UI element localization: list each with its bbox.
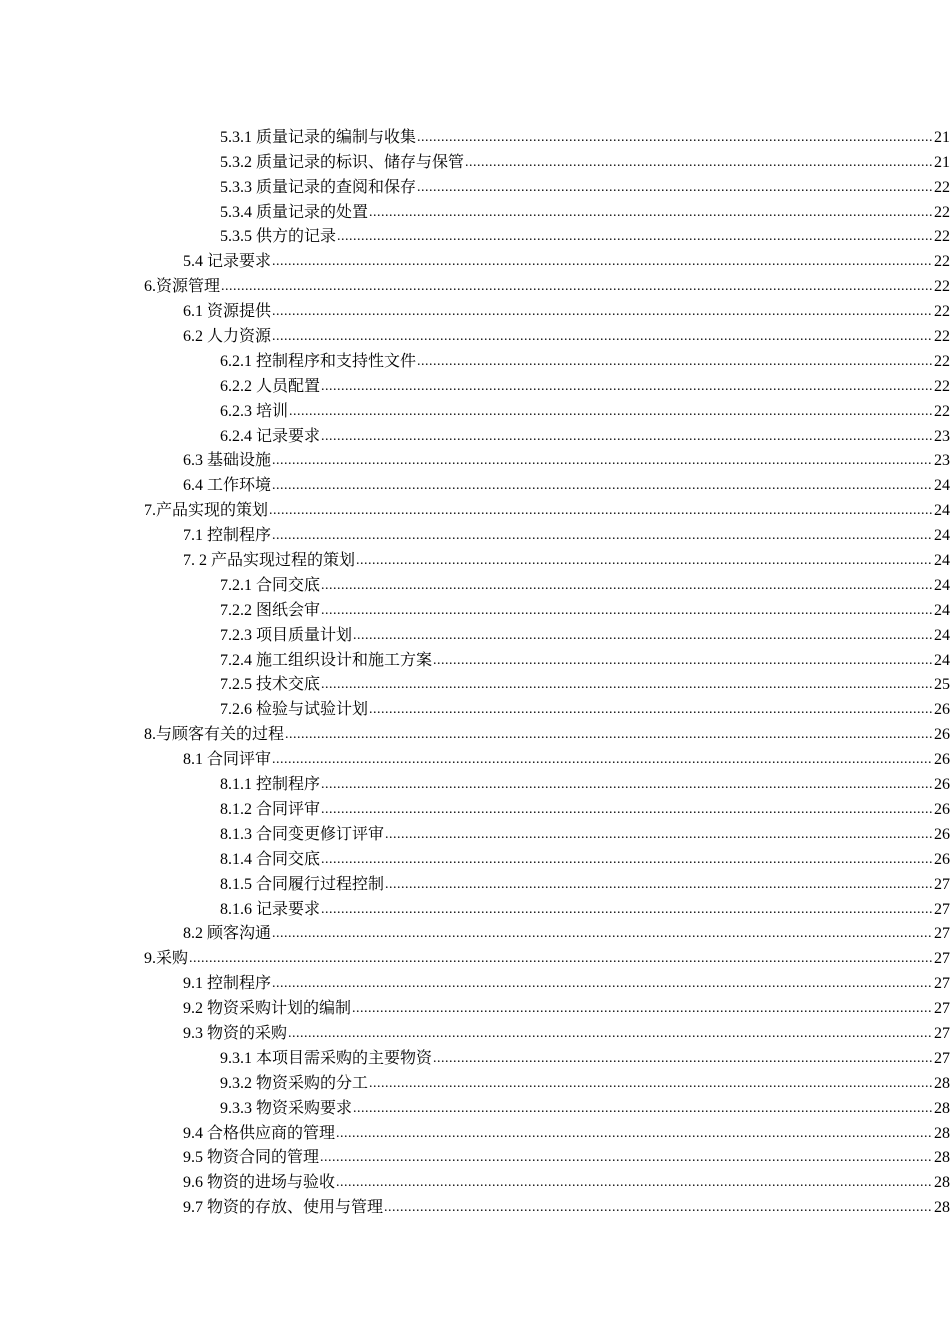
toc-entry[interactable] [0,124,950,149]
toc-dot-leader [269,503,933,519]
toc-page-number: 22 [934,352,950,370]
toc-entry-title: 6.2 人力资源 [183,328,272,346]
toc-entry[interactable] [0,224,950,249]
toc-entry[interactable] [0,721,950,746]
toc-dot-leader [385,827,933,843]
toc-entry[interactable] [0,522,950,547]
toc-dot-leader [356,553,933,569]
toc-page-number: 22 [934,328,950,346]
toc-entry-title: 8.1.1 控制程序 [220,776,321,794]
toc-entry[interactable] [0,448,950,473]
toc-entry[interactable] [0,373,950,398]
toc-dot-leader [272,752,933,768]
toc-entry[interactable] [0,298,950,323]
toc-entry-title: 8.1.6 记录要求 [220,900,321,918]
toc-entry[interactable] [0,622,950,647]
toc-page-number: 27 [934,925,950,943]
toc-dot-leader [321,578,933,594]
toc-dot-leader [320,1150,933,1166]
toc-page-number: 26 [934,850,950,868]
toc-entry-title: 9.6 物资的进场与验收 [183,1174,336,1192]
toc-entry-title: 5.3.4 质量记录的处置 [220,203,369,221]
toc-page-number: 28 [934,1074,950,1092]
toc-page-number: 26 [934,726,950,744]
toc-page-number: 28 [934,1124,950,1142]
toc-entry[interactable] [0,472,950,497]
toc-dot-leader [353,628,933,644]
toc-entry-title: 7.1 控制程序 [183,527,272,545]
toc-entry-title: 5.3.5 供方的记录 [220,228,337,246]
toc-entry[interactable] [0,174,950,199]
table-of-contents [0,124,950,1219]
toc-entry-title: 6.2.2 人员配置 [220,377,321,395]
toc-page-number: 27 [934,875,950,893]
toc-entry-title: 5.3.1 质量记录的编制与收集 [220,128,417,146]
toc-dot-leader [289,404,933,420]
toc-entry-title: 7.2.6 检验与试验计划 [220,701,369,719]
toc-page-number: 27 [934,900,950,918]
toc-entry-title: 7.2.4 施工组织设计和施工方案 [220,651,433,669]
toc-entry[interactable] [0,1194,950,1219]
toc-dot-leader [336,1175,933,1191]
toc-entry[interactable] [0,1045,950,1070]
toc-dot-leader [385,877,933,893]
toc-entry[interactable] [0,273,950,298]
toc-entry-title: 8.1.4 合同交底 [220,850,321,868]
toc-dot-leader [337,229,933,245]
toc-entry[interactable] [0,746,950,771]
toc-entry[interactable] [0,1020,950,1045]
toc-entry[interactable] [0,796,950,821]
toc-dot-leader [288,1026,933,1042]
toc-page-number: 27 [934,1049,950,1067]
toc-entry[interactable] [0,572,950,597]
toc-entry-title: 5.3.2 质量记录的标识、储存与保管 [220,153,465,171]
toc-entry[interactable] [0,871,950,896]
toc-page-number: 27 [934,1000,950,1018]
toc-dot-leader [369,702,933,718]
toc-entry-title: 8.与顾客有关的过程 [144,726,285,744]
toc-page-number: 24 [934,601,950,619]
toc-page-number: 23 [934,452,950,470]
toc-dot-leader [369,205,933,221]
toc-entry-title: 9.3.1 本项目需采购的主要物资 [220,1049,433,1067]
toc-dot-leader [417,130,933,146]
toc-entry-title: 9.3.2 物资采购的分工 [220,1074,369,1092]
toc-page-number: 27 [934,950,950,968]
toc-dot-leader [321,429,933,445]
toc-entry[interactable] [0,199,950,224]
toc-entry[interactable] [0,323,950,348]
toc-dot-leader [321,777,933,793]
toc-dot-leader [336,1126,933,1142]
toc-page-number: 22 [934,178,950,196]
toc-entry-title: 6.2.3 培训 [220,402,289,420]
toc-dot-leader [272,453,933,469]
toc-entry[interactable] [0,1169,950,1194]
toc-page-number: 26 [934,701,950,719]
toc-entry[interactable] [0,896,950,921]
toc-entry-title: 9.3.3 物资采购要求 [220,1099,353,1117]
toc-dot-leader [272,254,933,270]
toc-page-number: 22 [934,253,950,271]
toc-page-number: 28 [934,1199,950,1217]
toc-entry[interactable] [0,547,950,572]
toc-entry-title: 7.2.3 项目质量计划 [220,626,353,644]
toc-entry[interactable] [0,398,950,423]
toc-page-number: 23 [934,427,950,445]
toc-entry[interactable] [0,846,950,871]
toc-page-number: 22 [934,278,950,296]
toc-entry[interactable] [0,348,950,373]
toc-entry[interactable] [0,423,950,448]
toc-entry-title: 6.2.1 控制程序和支持性文件 [220,352,417,370]
toc-page-number: 24 [934,502,950,520]
toc-entry[interactable] [0,921,950,946]
toc-page-number: 21 [934,153,950,171]
toc-dot-leader [272,304,933,320]
toc-dot-leader [369,1076,933,1092]
toc-entry-title: 9.4 合格供应商的管理 [183,1124,336,1142]
toc-dot-leader [417,180,933,196]
toc-entry-title: 9.2 物资采购计划的编制 [183,1000,352,1018]
toc-page-number: 24 [934,576,950,594]
toc-page-number: 22 [934,228,950,246]
toc-entry[interactable] [0,1070,950,1095]
toc-page-number: 27 [934,1024,950,1042]
toc-entry[interactable] [0,672,950,697]
toc-page-number: 22 [934,303,950,321]
toc-dot-leader [321,379,933,395]
toc-dot-leader [189,951,933,967]
toc-entry[interactable] [0,1120,950,1145]
toc-entry-title: 7.产品实现的策划 [144,502,269,520]
toc-dot-leader [353,1101,933,1117]
toc-entry-title: 5.4 记录要求 [183,253,272,271]
toc-entry-title: 6.2.4 记录要求 [220,427,321,445]
toc-page-number: 24 [934,477,950,495]
toc-page-number: 24 [934,651,950,669]
toc-dot-leader [321,852,933,868]
toc-entry[interactable] [0,771,950,796]
toc-entry[interactable] [0,696,950,721]
toc-dot-leader [272,329,933,345]
toc-dot-leader [285,727,933,743]
toc-entry-title: 9.1 控制程序 [183,975,272,993]
toc-entry[interactable] [0,1145,950,1170]
toc-entry[interactable] [0,1095,950,1120]
toc-dot-leader [321,603,933,619]
toc-dot-leader [352,1001,933,1017]
toc-dot-leader [465,155,933,171]
toc-entry-title: 7.2.1 合同交底 [220,576,321,594]
toc-entry-title: 9.3 物资的采购 [183,1024,288,1042]
toc-entry-title: 6.资源管理 [144,278,221,296]
toc-dot-leader [433,1051,933,1067]
toc-page-number: 26 [934,751,950,769]
toc-entry-title: 6.3 基础设施 [183,452,272,470]
toc-entry-title: 8.2 顾客沟通 [183,925,272,943]
toc-entry[interactable] [0,248,950,273]
toc-page-number: 21 [934,128,950,146]
toc-entry-title: 7.2.2 图纸会审 [220,601,321,619]
toc-dot-leader [272,976,933,992]
toc-dot-leader [321,802,933,818]
toc-page-number: 28 [934,1149,950,1167]
toc-dot-leader [384,1200,933,1216]
toc-entry-title: 7. 2 产品实现过程的策划 [183,552,356,570]
toc-entry-title: 8.1.5 合同履行过程控制 [220,875,385,893]
toc-dot-leader [321,902,933,918]
toc-entry-title: 7.2.5 技术交底 [220,676,321,694]
toc-dot-leader [417,354,933,370]
toc-page-number: 22 [934,377,950,395]
toc-entry-title: 9.5 物资合同的管理 [183,1149,320,1167]
toc-page-number: 28 [934,1099,950,1117]
toc-entry[interactable] [0,597,950,622]
toc-entry-title: 6.1 资源提供 [183,303,272,321]
toc-entry[interactable] [0,945,950,970]
toc-dot-leader [272,528,933,544]
toc-page-number: 24 [934,527,950,545]
toc-page-number: 25 [934,676,950,694]
toc-entry[interactable] [0,821,950,846]
toc-dot-leader [321,677,933,693]
toc-entry[interactable] [0,995,950,1020]
toc-dot-leader [221,279,933,295]
toc-page-number: 24 [934,552,950,570]
toc-page-number: 26 [934,825,950,843]
toc-entry-title: 9.7 物资的存放、使用与管理 [183,1199,384,1217]
toc-entry-title: 8.1.2 合同评审 [220,800,321,818]
toc-dot-leader [272,478,933,494]
toc-page-number: 22 [934,402,950,420]
toc-entry-title: 8.1 合同评审 [183,751,272,769]
toc-entry-title: 6.4 工作环境 [183,477,272,495]
toc-entry-title: 9.采购 [144,950,189,968]
toc-entry[interactable] [0,970,950,995]
toc-entry[interactable] [0,497,950,522]
toc-page-number: 27 [934,975,950,993]
toc-page-number: 28 [934,1174,950,1192]
toc-entry[interactable] [0,647,950,672]
toc-page-number: 26 [934,776,950,794]
toc-page-number: 22 [934,203,950,221]
toc-entry-title: 5.3.3 质量记录的查阅和保存 [220,178,417,196]
toc-entry[interactable] [0,149,950,174]
toc-dot-leader [272,926,933,942]
toc-page-number: 24 [934,626,950,644]
toc-page-number: 26 [934,800,950,818]
toc-entry-title: 8.1.3 合同变更修订评审 [220,825,385,843]
toc-dot-leader [433,653,933,669]
